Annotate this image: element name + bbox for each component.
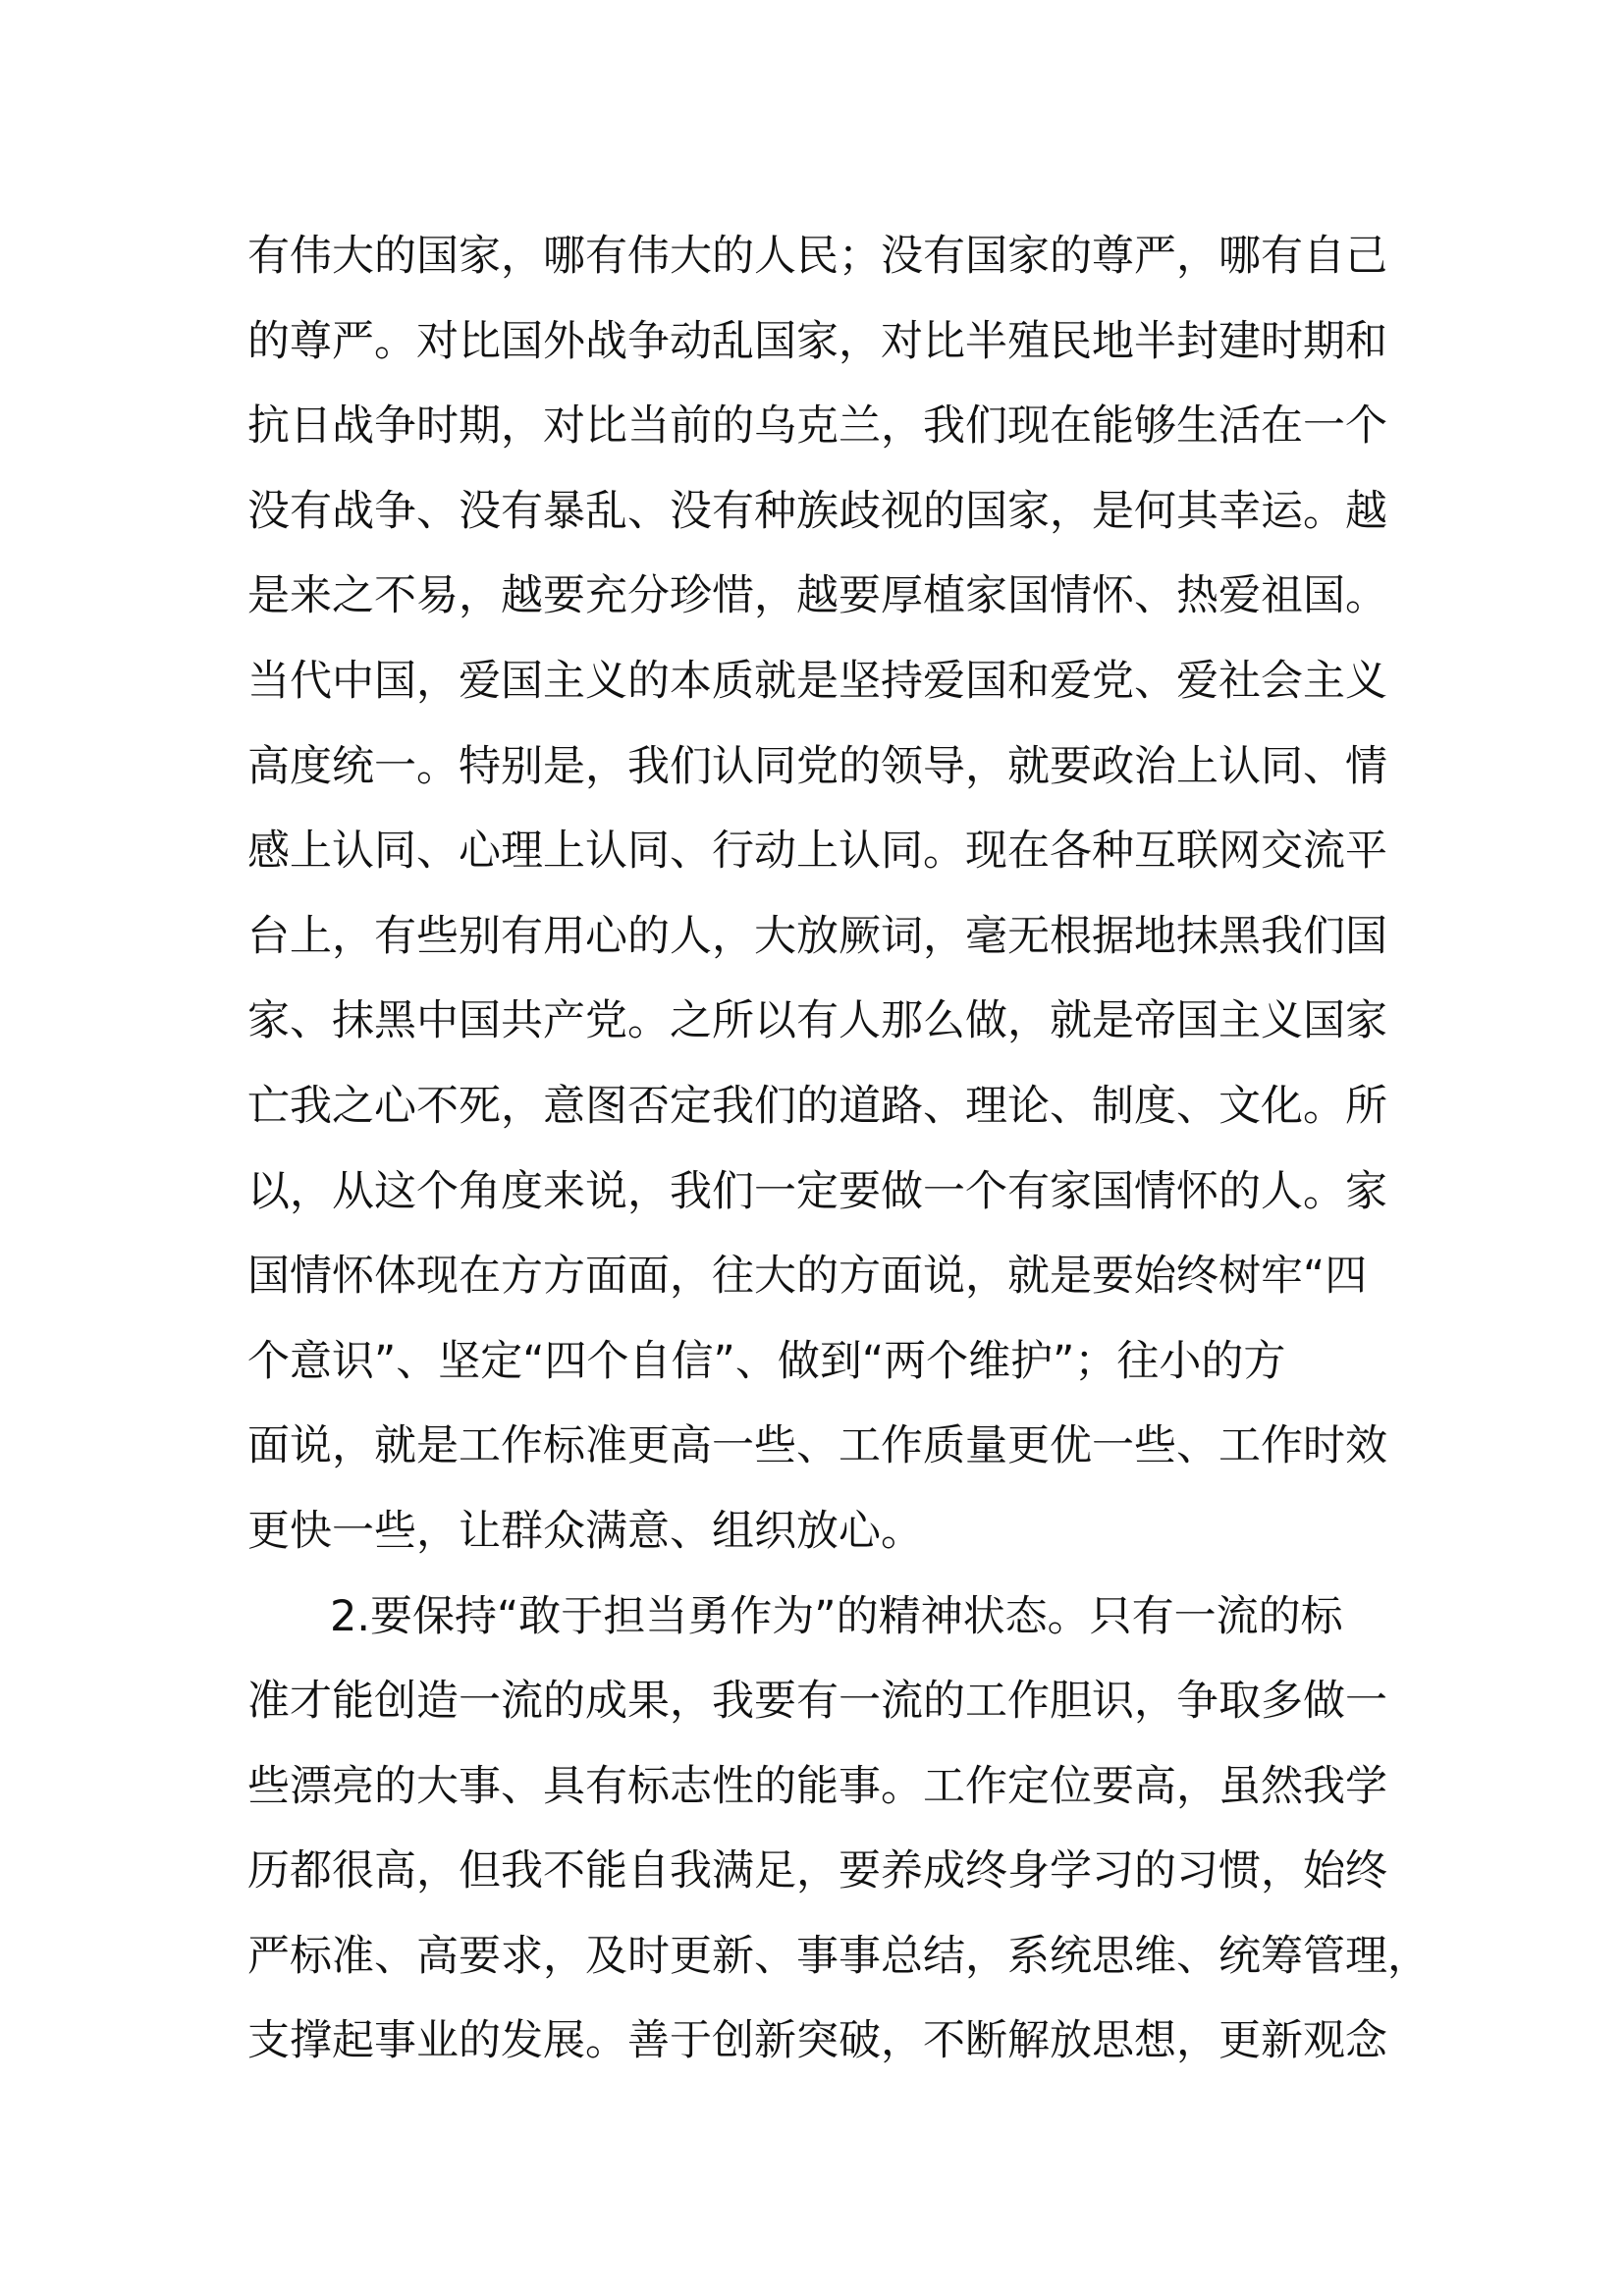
text-line: 国情怀体现在方方面面，往大的方面说，就是要始终树牢“四 xyxy=(247,1252,1368,1302)
text-line: 些漂亮的大事、具有标志性的能事。工作定位要高，虽然我学 xyxy=(247,1761,1387,1811)
text-line: 的尊严。对比国外战争动乱国家，对比半殖民地半封建时期和 xyxy=(247,316,1387,366)
text-line: 有伟大的国家，哪有伟大的人民；没有国家的尊严，哪有自己 xyxy=(247,232,1387,281)
text-line: 当代中国，爱国主义的本质就是坚持爱国和爱党、爱社会主义 xyxy=(247,656,1387,706)
document-body xyxy=(247,214,1430,2084)
paragraph-1 xyxy=(247,214,1388,1575)
text-line: 是来之不易，越要充分珍惜，越要厚植家国情怀、热爱祖国。 xyxy=(247,571,1387,621)
text-line: 没有战争、没有暴乱、没有种族歧视的国家，是何其幸运。越 xyxy=(247,486,1387,536)
text-line: 个意识”、坚定“四个自信”、做到“两个维护”；往小的方 xyxy=(247,1336,1286,1386)
text-line: 历都很高，但我不能自我满足，要养成终身学习的习惯，始终 xyxy=(247,1846,1387,1896)
paragraph-2 xyxy=(247,1575,1430,2085)
text-line: 支撑起事业的发展。善于创新突破，不断解放思想，更新观念 xyxy=(247,2016,1387,2066)
text-line: 面说，就是工作标准更高一些、工作质量更优一些、工作时效 xyxy=(247,1421,1387,1471)
text-line: 抗日战争时期，对比当前的乌克兰，我们现在能够生活在一个 xyxy=(247,401,1387,452)
text-line: 严标准、高要求，及时更新、事事总结，系统思维、统筹管理， xyxy=(247,1931,1430,1981)
text-line: 亡我之心不死，意图否定我们的道路、理论、制度、文化。所 xyxy=(247,1081,1387,1131)
text-line: 家、抹黑中国共产党。之所以有人那么做，就是帝国主义国家 xyxy=(247,996,1387,1046)
text-line: 准才能创造一流的成果，我要有一流的工作胆识，争取多做一 xyxy=(247,1677,1387,1727)
text-line: 高度统一。特别是，我们认同党的领导，就要政治上认同、情 xyxy=(247,741,1387,791)
text-line: 以，从这个角度来说，我们一定要做一个有家国情怀的人。家 xyxy=(247,1166,1387,1216)
text-line: 感上认同、心理上认同、行动上认同。现在各种互联网交流平 xyxy=(247,827,1387,877)
text-line: 2.要保持“敢于担当勇作为”的精神状态。只有一流的标 xyxy=(330,1591,1343,1641)
text-line: 台上，有些别有用心的人，大放厥词，毫无根据地抹黑我们国 xyxy=(247,911,1387,961)
text-line: 更快一些，让群众满意、组织放心。 xyxy=(247,1506,923,1556)
